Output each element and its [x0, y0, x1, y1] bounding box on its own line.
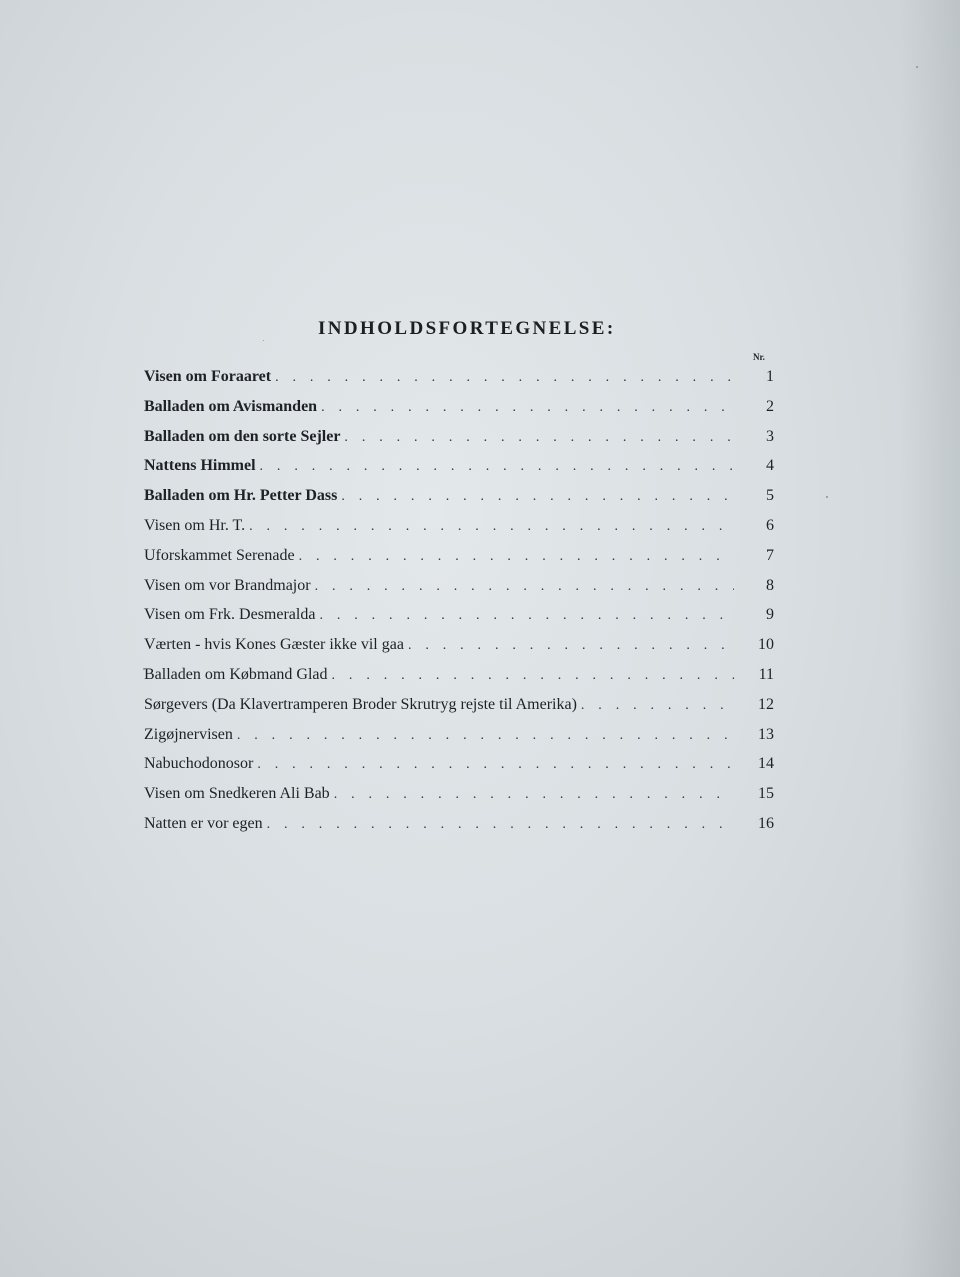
toc-entry-title: Visen om Frk. Desmeralda [144, 606, 316, 624]
toc-entry-number: 1 [766, 368, 774, 385]
toc-entry-number: 9 [766, 606, 774, 624]
toc-leader-dots [249, 519, 734, 535]
toc-leader-dots [334, 787, 734, 803]
toc-entry-title: Natten er vor egen [144, 814, 263, 832]
toc-entry-number: 15 [758, 785, 774, 803]
toc-entry-title: Balladen om Hr. Petter Dass [144, 487, 338, 505]
page-edge-shadow [900, 0, 960, 1277]
toc-entry-title: Balladen om Købmand Glad [144, 665, 328, 683]
toc-leader-dots [237, 728, 734, 744]
toc-leader-dots [341, 489, 734, 505]
toc-leader-dots [408, 638, 734, 654]
toc-entry-number: 14 [758, 755, 774, 773]
toc-entry [144, 815, 774, 845]
toc-entry-title: Balladen om den sorte Sejler [144, 427, 341, 445]
toc-entry [144, 666, 774, 696]
toc-entry-title: Uforskammet Serenade [144, 546, 295, 564]
toc-entry [144, 696, 774, 726]
paper-speck [916, 66, 918, 68]
toc-entry-title: Visen om vor Brandmajor [144, 576, 311, 594]
toc-entry-number: 8 [766, 576, 774, 594]
toc-entry [144, 517, 774, 547]
toc-entry [144, 398, 774, 428]
toc-entry [144, 368, 774, 398]
toc-leader-dots [332, 668, 734, 684]
toc-entry-title: Nattens Himmel [144, 457, 256, 475]
toc-entry-title: Visen om Foraaret [144, 368, 272, 385]
toc-entry-number: 6 [766, 516, 774, 534]
toc-entry [144, 726, 774, 756]
toc-entry [144, 785, 774, 815]
toc-leader-dots [344, 430, 734, 446]
toc-entry-number: 3 [766, 427, 774, 445]
toc-entry [144, 457, 774, 487]
toc-leader-dots [260, 459, 734, 475]
toc-entry-number: 10 [758, 636, 774, 654]
toc-leader-dots [275, 370, 734, 386]
toc-entry-number: 4 [766, 457, 774, 475]
toc-entry-number: 13 [758, 725, 774, 743]
table-of-contents [144, 368, 774, 845]
toc-entry [144, 606, 774, 636]
number-column-label: Nr. [753, 352, 765, 362]
toc-entry-title: Visen om Snedkeren Ali Bab [144, 785, 330, 803]
toc-entry-number: 12 [758, 695, 774, 713]
toc-entry [144, 636, 774, 666]
toc-entry [144, 487, 774, 517]
toc-entry-number: 5 [766, 487, 774, 505]
toc-entry-title: Zigøjnervisen [144, 725, 233, 743]
toc-entry [144, 577, 774, 607]
toc-entry-number: 7 [766, 546, 774, 564]
toc-entry-title: Visen om Hr. T. [144, 516, 246, 534]
toc-leader-dots [267, 817, 734, 833]
toc-leader-dots [581, 698, 734, 714]
toc-entry-number: 11 [758, 665, 774, 683]
toc-leader-dots [315, 579, 734, 595]
toc-leader-dots [257, 757, 734, 773]
toc-entry-number: 2 [766, 397, 774, 415]
page-title: INDHOLDSFORTEGNELSE: [318, 318, 616, 339]
toc-entry [144, 428, 774, 458]
toc-leader-dots [321, 400, 734, 416]
toc-entry-title: Balladen om Avismanden [144, 397, 318, 415]
toc-entry-title: Nabuchodonosor [144, 755, 254, 773]
toc-entry [144, 755, 774, 785]
toc-entry-title: Sørgevers (Da Klavertramperen Broder Skrutryg rejste til Amerika) [144, 695, 577, 713]
toc-leader-dots [299, 549, 734, 565]
toc-entry [144, 547, 774, 577]
toc-leader-dots [319, 608, 734, 624]
toc-entry-title: Værten - hvis Kones Gæster ikke vil gaa [144, 636, 404, 654]
paper-speck [826, 496, 828, 498]
toc-entry-number: 16 [758, 814, 774, 832]
paper-speck [263, 340, 264, 341]
